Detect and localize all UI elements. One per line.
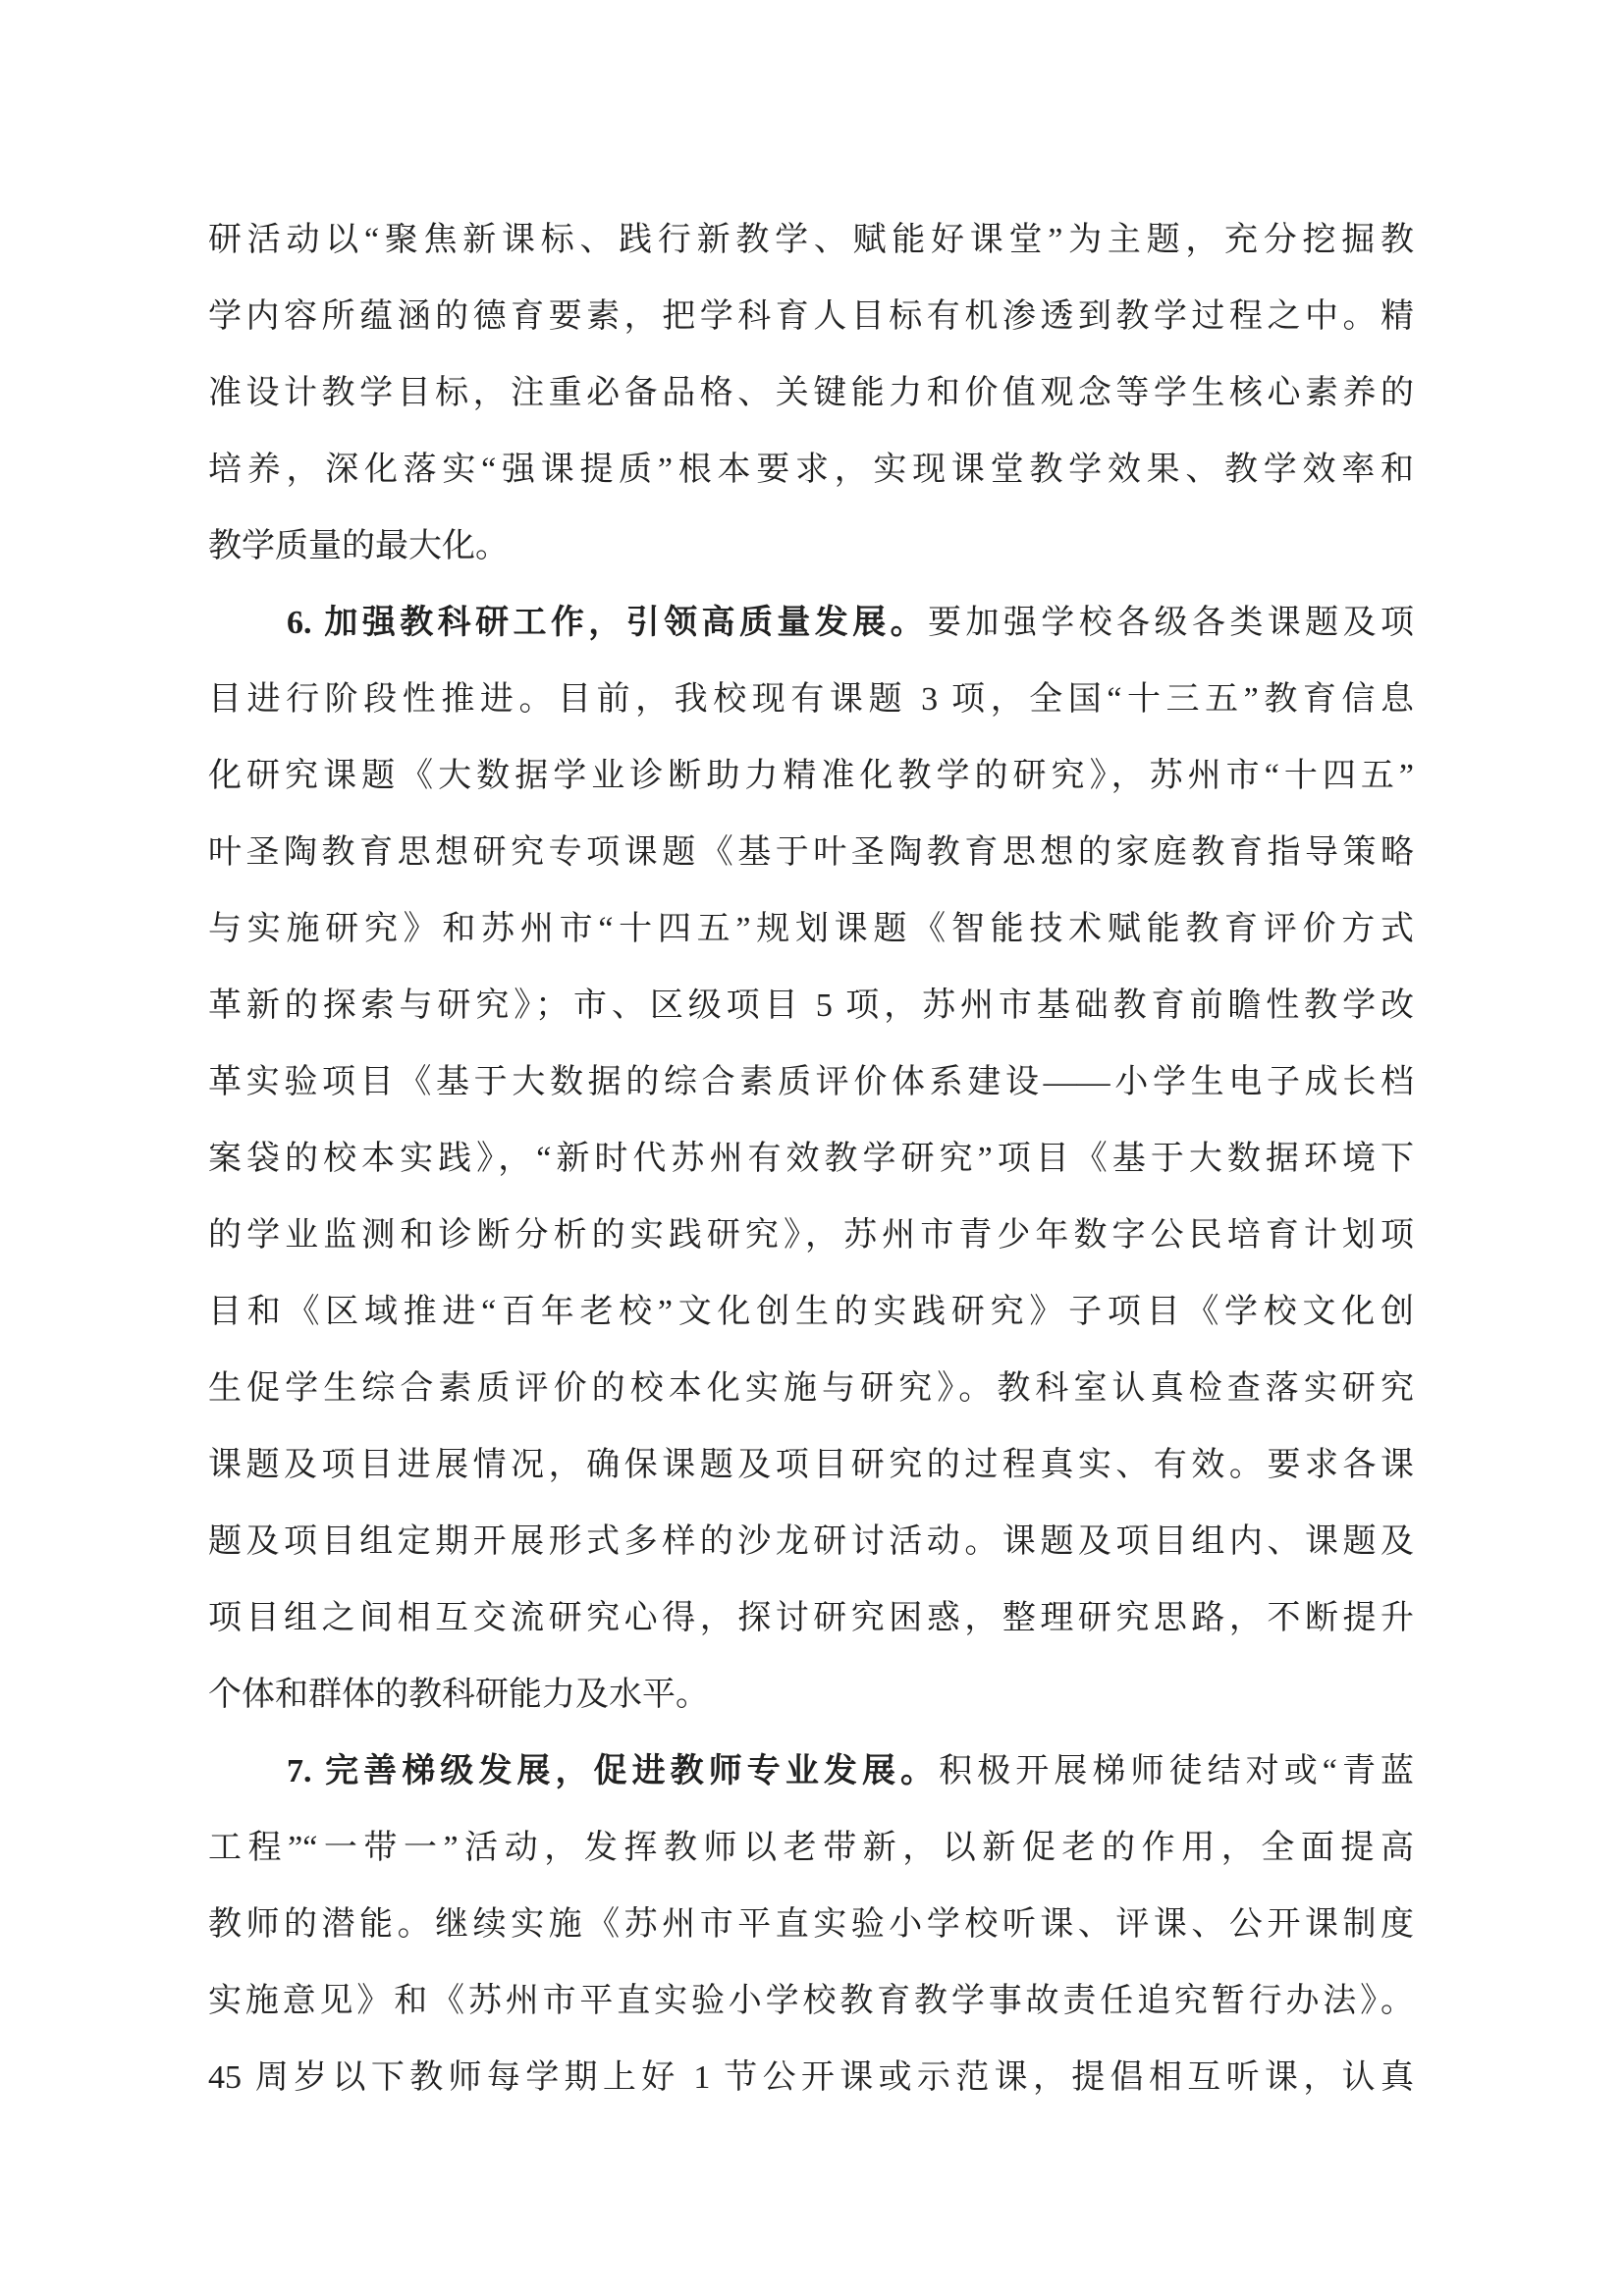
text-line [208,1734,1414,1810]
text-line [208,432,1414,508]
section-heading-run: 6. 加强教科研工作，引领高质量发展。 [287,605,929,641]
body-text-run: 培养，深化落实“强课提质”根本要求，实现课堂教学效果、教学效率和 [208,452,1414,488]
body-text-run: 课题及项目进展情况，确保课题及项目研究的过程真实、有效。要求各课 [208,1447,1414,1483]
text-line [208,891,1414,968]
body-text-run: 教学质量的最大化。 [208,528,509,564]
body-text-run: 目和《区域推进“百年老校”文化创生的实践研究》子项目《学校文化创 [208,1294,1414,1330]
text-line [208,1657,1414,1734]
text-line [208,1351,1414,1427]
body-text-run: 学内容所蕴涵的德育要素，把学科育人目标有机渗透到教学过程之中。精 [208,298,1414,335]
body-text-run: 45 周岁以下教师每学期上好 1 节公开课或示范课，提倡相互听课，认真 [208,2059,1414,2096]
body-text-run: 个体和群体的教科研能力及水平。 [208,1677,709,1713]
text-line [208,662,1414,738]
text-line [208,279,1414,355]
section-heading-run: 7. 完善梯级发展，促进教师专业发展。 [287,1753,940,1789]
text-line [208,508,1414,585]
text-line [208,1810,1414,1887]
body-text-run: 题及项目组定期开展形式多样的沙龙研讨活动。课题及项目组内、课题及 [208,1523,1414,1560]
body-text-run: 与实施研究》和苏州市“十四五”规划课题《智能技术赋能教育评价方式 [208,911,1414,947]
body-text-run: 化研究课题《大数据学业诊断助力精准化教学的研究》，苏州市“十四五” [208,758,1414,794]
text-line [208,1044,1414,1121]
body-text-run: 案袋的校本实践》，“新时代苏州有效教学研究”项目《基于大数据环境下 [208,1141,1414,1177]
body-text-run: 生促学生综合素质评价的校本化实施与研究》。教科室认真检查落实研究 [208,1370,1414,1407]
text-line [208,1121,1414,1198]
text-line [208,1427,1414,1504]
text-body [208,202,1414,2116]
text-line [208,202,1414,279]
text-line [208,1963,1414,2040]
text-line [208,355,1414,432]
body-text-run: 积极开展梯师徒结对或“青蓝 [939,1753,1415,1789]
body-text-run: 研活动以“聚焦新课标、践行新教学、赋能好课堂”为主题，充分挖掘教 [208,222,1414,258]
text-line [208,1504,1414,1580]
text-line [208,1198,1414,1274]
body-text-run: 叶圣陶教育思想研究专项课题《基于叶圣陶教育思想的家庭教育指导策略 [208,834,1414,871]
text-line [208,1580,1414,1657]
text-line [208,1274,1414,1351]
body-text-run: 要加强学校各级各类课题及项 [928,605,1415,641]
body-text-run: 准设计教学目标，注重必备品格、关键能力和价值观念等学生核心素养的 [208,375,1414,411]
text-line [208,1887,1414,1963]
text-line [208,815,1414,891]
text-line [208,2040,1414,2116]
text-line [208,738,1414,815]
text-line [208,968,1414,1044]
body-text-run: 实施意见》和《苏州市平直实验小学校教育教学事故责任追究暂行办法》。 [208,1983,1414,2019]
body-text-run: 目进行阶段性推进。目前，我校现有课题 3 项，全国“十三五”教育信息 [208,681,1414,718]
body-text-run: 革实验项目《基于大数据的综合素质评价体系建设——小学生电子成长档 [208,1064,1414,1100]
body-text-run: 教师的潜能。继续实施《苏州市平直实验小学校听课、评课、公开课制度 [208,1906,1414,1943]
body-text-run: 的学业监测和诊断分析的实践研究》，苏州市青少年数字公民培育计划项 [208,1217,1414,1254]
body-text-run: 项目组之间相互交流研究心得，探讨研究困惑，整理研究思路，不断提升 [208,1600,1414,1636]
text-line [208,585,1414,662]
body-text-run: 革新的探索与研究》；市、区级项目 5 项，苏州市基础教育前瞻性教学改 [208,988,1414,1024]
body-text-run: 工程”“一带一”活动，发挥教师以老带新，以新促老的作用，全面提高 [208,1830,1414,1866]
